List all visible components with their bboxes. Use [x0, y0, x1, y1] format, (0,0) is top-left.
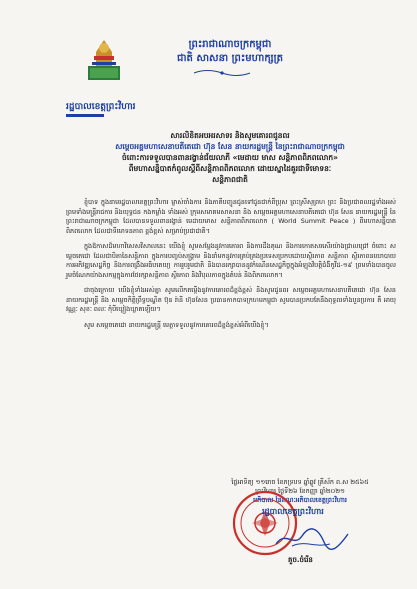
motto: ជាតិ សាសនា ព្រះមហាក្សត្រ [177, 53, 283, 64]
department-name: រដ្ឋបាលខេត្តព្រះវិហារ [66, 102, 136, 112]
title-line: សារលិខិតអបអរសាទរ និងសូមគោរពជូនពរ [170, 131, 290, 140]
body-paragraph: ខ្ញុំបាទ ក្នុងនាមរដ្ឋបាលខេត្តព្រះវិហារ ម្ចាស់ចាំងការ និងភាគីបញ្ជូនជូនទៅជូនជាក់ពីប្រុស ព្រះស្រីសុព្រហ ព្រះ និងប្រជាពលរដ្ឋទាំងអស់ ព្រមទាំងមន្ត្រីរាជការ និងយុទ្ធជន កងកម្លាំង ទាំងអស់ ក្រុមសមាគមសាសនា និង សម្តេចអគ្គមហាសេនាបតីតេជោ ហ៊ុន សែន នាយករដ្ឋមន្ត្រី នៃព្រះរាជាណាចក្រកម្ពុជា ដែលបានទទួលពានរង្វាន់ មេដាយមាស សន្តិភាពពិភពលោក ( World Summit Peace ) ពីមហាសន្និបាតពិភពលោក ដែលជាទីមោទនភាព ខ្ពង់ខ្ពស់ សម្រាប់ប្រជាជាតិ។ [66, 198, 396, 235]
title-line: សន្តិភាពជាតិ [212, 175, 248, 184]
emblem-icon [86, 36, 122, 82]
handwritten-signature-icon [272, 526, 352, 552]
department-underline [66, 114, 104, 117]
body-paragraph: ក្នុងឱកាសដ៏មហាវិសេសវិសាលនេះ យើងខ្ញុំ សូមសម្តែងនូវការគោរព និងការដឹងគុណ និងការកោតសរសើរយ៉ាងជ្រាលជ្រៅ ចំពោះ សម្តេចតេជោ ដែលជាបិតានៃសន្តិភាព ក្នុងការបញ្ចប់សង្គ្រាម និងនាំមកនូវការគ្រប់គ្រងប្រទេសប្រកបដោយស្ថិរភាព សន្តិភាព ស្ថិរភាពនយោបាយ ការអភិវឌ្ឍសេដ្ឋកិច្ច និងការពង្រឹងអធិបតេយ្យ ការរួបរួមជាតិ និងបានរក្សាបាននូវកំណើនសេដ្ឋកិច្ចក្នុងអំឡុងវិបត្តិជំងឺកូវីដ-១៩ ព្រមទាំងបានចូលរួមចំណែកយ៉ាងសកម្មក្នុងការថែរក្សាសន្តិភាព ស្ថិរភាព និងវិបុលភាពក្នុងតំបន់ និងពិភពលោក។ [66, 242, 396, 279]
letter-body [66, 198, 396, 336]
kingdom-title: ព្រះរាជាណាចក្រកម្ពុជា [188, 39, 272, 50]
date-lunar: ថ្ងៃអាទិត្យ ១១រោច ខែភទ្របទ ឆ្នាំឆ្លូវ ត្រីស័ក ព.ស ២៥៦៥ [231, 478, 369, 486]
body-paragraph: សូម សម្តេចតេជោ នាយករដ្ឋមន្ត្រី មេត្តាទទួលនូវការគោរពដ៏ខ្ពង់ខ្ពស់អំពីយើងខ្ញុំ។ [84, 320, 269, 329]
signing-office: អភិបាល នៃគណៈអភិបាលខេត្តព្រះវិហារ [253, 496, 347, 504]
stamp-label: រដ្ឋបាលខេត្តព្រះវិហារ [262, 507, 324, 516]
date-solar: ព្រះវិហារ ថ្ងៃទី២៦ ខែកញ្ញា ឆ្នាំ២០២១ [255, 487, 345, 495]
document-title [70, 130, 390, 185]
kingdom-header [140, 38, 320, 66]
title-line: សម្តេចអគ្គមហាសេនាបតីតេជោ ហ៊ុន សែន នាយករដ្ឋមន្ត្រី នៃព្រះរាជាណាចក្រកម្ពុជា [115, 142, 345, 151]
signer-name: គួច.ចំរើន [288, 556, 313, 564]
title-line: ពីមហាសន្និបាតកំពូលស្តីពីសន្តិភាពពិភពលោក ដោយស្នាដៃគួរជាទីមោទនៈ [128, 164, 332, 173]
title-line: ចំពោះការទទួលបានពានរង្វាន់ជ័យលាភី «មេដាយ មាស សន្តិភាពពិភពលោក» [121, 153, 338, 162]
ornament-divider-icon [192, 68, 252, 78]
body-paragraph: ជាចុងក្រោយ យើងខ្ញុំទាំងអស់គ្នា សូមលើកតម្កើងនូវការគោរពដ៏ខ្ពង់ខ្ពស់ និងសូមជូនពរ សម្តេចអគ្គមហាសេនាបតីតេជោ ហ៊ុន សែន នាយករដ្ឋមន្ត្រី និង សម្តេចកិត្តិព្រឹទ្ធបណ្ឌិត ប៊ុន រ៉ានី ហ៊ុនសែន ប្រធានកាកបាទក្រហមកម្ពុជា សូមបានប្រកបតែនឹងពុទ្ធពរទាំងបួនប្រការ គឺ អាយុ វណ្ណៈ សុខៈ ពលៈ កុំបីឃ្លៀងឃ្លាតឡើយ។ [66, 286, 396, 313]
